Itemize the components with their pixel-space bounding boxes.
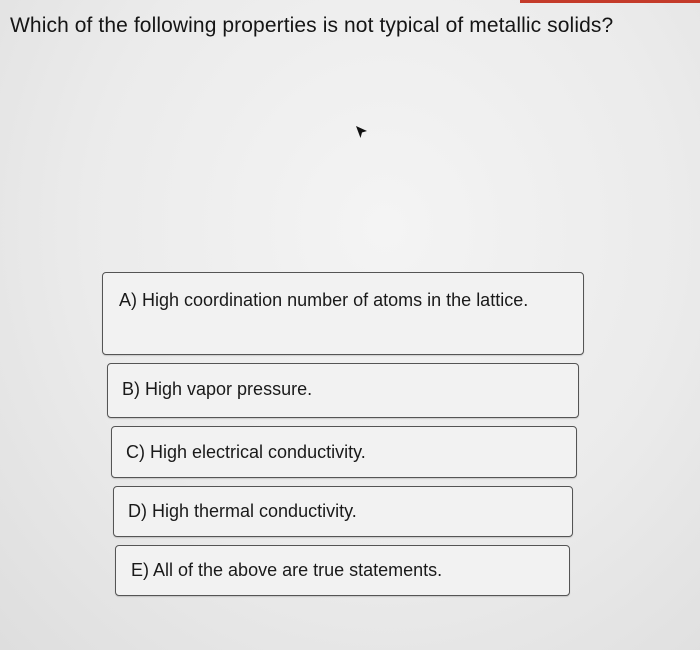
answer-option-e-label: E) All of the above are true statements.	[131, 560, 443, 580]
answer-option-c-label: C) High electrical conductivity.	[126, 442, 366, 462]
answer-option-e[interactable]	[115, 545, 570, 596]
answer-option-b-label: B) High vapor pressure.	[122, 379, 313, 399]
mouse-pointer-icon	[355, 125, 369, 141]
answer-option-c[interactable]	[111, 426, 577, 478]
answer-option-a[interactable]	[102, 272, 584, 355]
answer-option-d-label: D) High thermal conductivity.	[128, 501, 357, 521]
answer-option-a-label: A) High coordination number of atoms in the lattice.	[119, 290, 529, 310]
answer-option-b[interactable]	[107, 363, 579, 418]
question-text: Which of the following properties is not typical of metallic solids?	[10, 14, 614, 37]
top-accent-bar	[520, 0, 700, 3]
answer-option-d[interactable]	[113, 486, 573, 537]
